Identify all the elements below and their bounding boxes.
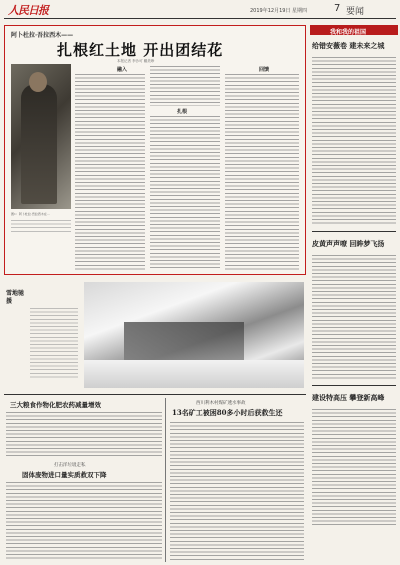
lead-kicker: 阿卜杜拉·吾拉西木—— bbox=[11, 32, 74, 39]
sidebar-column-title: 我和我的祖国 bbox=[330, 28, 367, 36]
photo-news[interactable] bbox=[4, 280, 306, 390]
lead-col3-text bbox=[225, 74, 299, 270]
section-name: 要闻 bbox=[346, 7, 365, 17]
sidebar-story3-text bbox=[312, 409, 396, 527]
lead-col1-text bbox=[75, 74, 145, 270]
lead-subhead-3: 回馈 bbox=[259, 67, 270, 73]
bottom-story1-title: 三大粮食作物化肥农药减量增效 bbox=[10, 401, 101, 409]
lead-story[interactable] bbox=[4, 25, 306, 275]
sidebar-story2-text bbox=[312, 255, 396, 379]
person-head bbox=[29, 72, 47, 92]
lead-headline: 扎根红土地 开出团结花 bbox=[57, 41, 224, 59]
page-number: 7 bbox=[334, 3, 341, 14]
lead-photo bbox=[11, 64, 71, 209]
lead-subhead-2: 扎根 bbox=[177, 109, 188, 115]
bottom-story2-kicker: 打击洋垃圾走私 bbox=[54, 463, 86, 468]
sidebar-story3-title[interactable]: 建设特高压 攀登新高峰 bbox=[312, 393, 385, 402]
lead-col2-text-top bbox=[150, 66, 220, 106]
bottom-story-2[interactable] bbox=[4, 462, 164, 562]
bottom-story-3[interactable] bbox=[168, 398, 306, 562]
sidebar-divider-2 bbox=[312, 385, 396, 386]
sidebar bbox=[310, 25, 398, 530]
photo-news-label: 雪地驰援 bbox=[6, 290, 25, 305]
lead-byline: 本报记者 李沙可 戴美珍 bbox=[117, 59, 155, 63]
bottom-story3-title: 13名矿工被困80多小时后获救生还 bbox=[172, 408, 283, 417]
lead-photo-caption: 图1：阿卜杜拉·吾拉西木在... bbox=[11, 212, 50, 216]
bottom-story2-title: 固体废物进口量实质救双下降 bbox=[22, 471, 107, 479]
lead-caption-lines bbox=[11, 220, 71, 232]
snow-ground bbox=[84, 360, 304, 388]
newspaper-logo: 人民日报 bbox=[8, 4, 48, 17]
sidebar-divider-1 bbox=[312, 231, 396, 232]
truck-shape bbox=[124, 322, 244, 362]
issue-date: 2019年12月19日 星期四 bbox=[250, 8, 308, 14]
section-rule bbox=[4, 394, 306, 395]
lead-subhead-1: 融入 bbox=[117, 67, 128, 73]
masthead bbox=[0, 0, 400, 20]
vertical-rule bbox=[165, 398, 166, 562]
bottom-story3-kicker: 西川利木村煤矿透水事故 bbox=[196, 401, 246, 406]
lead-col2-text bbox=[150, 116, 220, 270]
sidebar-column-banner bbox=[310, 25, 398, 35]
sidebar-story2-title[interactable]: 皮黄声声嘹 回眸梦飞扬 bbox=[312, 239, 385, 248]
photo-news-image bbox=[84, 282, 304, 388]
masthead-rule bbox=[4, 18, 396, 19]
bottom-story2-text bbox=[6, 482, 162, 560]
photo-news-caption bbox=[30, 308, 78, 378]
sidebar-story1-text bbox=[312, 57, 396, 225]
person-figure bbox=[21, 84, 57, 204]
bottom-story-1[interactable] bbox=[4, 398, 164, 458]
bottom-story1-text bbox=[6, 412, 162, 458]
bottom-story3-text bbox=[170, 422, 304, 560]
sidebar-story1-title[interactable]: 给错安薇卷 建未来之城 bbox=[312, 41, 385, 50]
